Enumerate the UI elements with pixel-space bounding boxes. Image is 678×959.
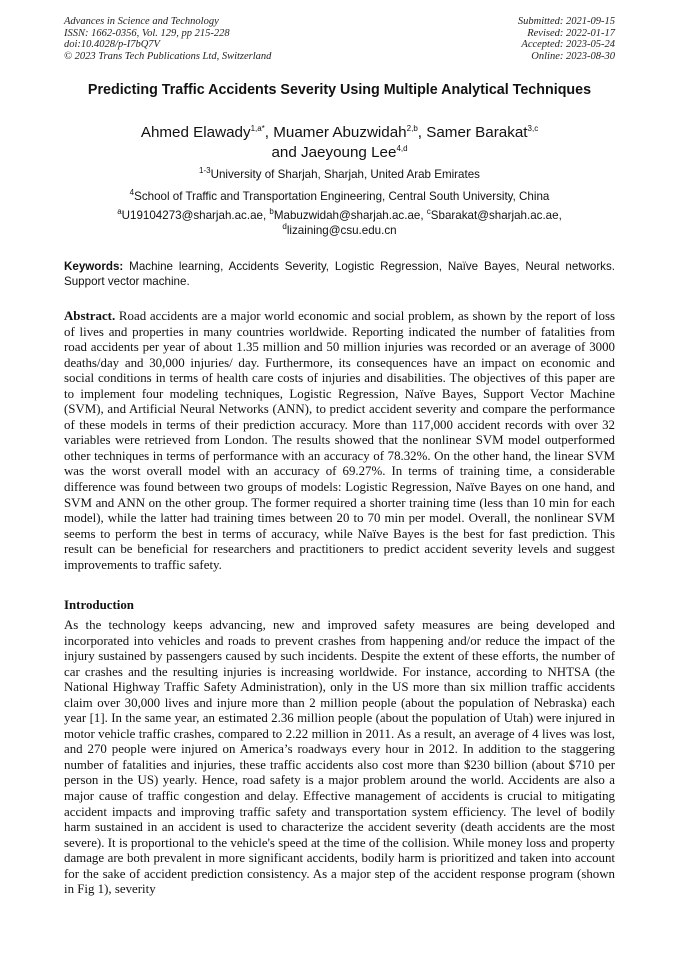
submitted-date: Submitted: 2021-09-15 <box>517 16 615 27</box>
abstract-label: Abstract. <box>64 309 116 323</box>
revised-date: Revised: 2022-01-17 <box>527 27 615 39</box>
doi-line: doi:10.4028/p-I7bQ7V <box>64 39 160 51</box>
email-b: Mabuzwidah@sharjah.ac.ae, <box>273 209 427 222</box>
introduction-heading: Introduction <box>64 598 134 612</box>
affiliation-2 <box>64 189 615 204</box>
author-sup: 2,b <box>406 123 418 133</box>
author-separator: , <box>264 124 274 141</box>
affiliation-text: University of Sharjah, Sharjah, United Arab Emirates <box>210 168 480 181</box>
abstract-text: Road accidents are a major world economic and social problem, as shown by the report of loss of lives and properties in many countries worldwide. Reporting indicated the number of fatalities from road accidents per year of about 1.35 million and 50 million injuries was recorded or an average of 3000 deaths/day and 30,000 injuries/ day. Furthermore, its consequences have an impact on economic and social conditions in terms of health care costs of injuries and disabilities. The objectives of this paper are to implement four modeling techniques, Logistic Regression, Naïve Bayes, Support Vector Machine (SVM), and Artificial Neural Networks (ANN), to predict accident severity and compare the performance of these models in terms of their prediction accuracy. More than 117,000 accident records with over 32 variables were retrieved from London. The results showed that the nonlinear SVM model outperformed other techniques in terms of performance with an accuracy of 78.32%. On the other hand, the linear SVM was the worst overall model with an accuracy of 69.27%. In terms of training time, a considerable difference was found between two groups of models: Logistic Regression, Naïve Bayes on one hand, and SVM and ANN on the other group. The former required a shorter training time (less than 10 min for each model), while the latter had training times between 20 to 70 min per model. Overall, the nonlinear SVM seems to perform the best in terms of accuracy, while Naïve Bayes is the best for fast prediction. This result can be beneficial for researchers and practitioners to predict accident severity levels and suggest improvements to traffic safety. <box>64 309 615 572</box>
author-sup: 4,d <box>396 143 408 153</box>
keywords-section <box>64 259 615 289</box>
introduction-text: As the technology keeps advancing, new and improved safety measures are being developed and incorporated into vehicles and roads to prevent crashes from happening and/or reduce the impact of the injury sustained by passengers caused by such incidents. Despite the extent of these efforts, the number of car crashes and the resulting injuries is increasing worldwide. For instance, according to NHTSA (the National Highway Traffic Safety Administration), only in the US more than six million traffic accidents claim over 30,000 lives and injure more than 2 million people (about the population of Nebraska) each year [1]. In the same year, an estimated 2.36 million people (about the population of Utah) were injured in motor vehicle traffic crashes, compared to 2.22 million in 2011. As a result, an average of 4 lives was lost, and 270 people were injured on America’s roadways every hour in 2012. In addition to the staggering number of fatalities and injuries, these traffic accidents also cost more than $230 billion (about $710 per person in the US) yearly. Hence, road safety is a major problem around the world. Accidents are also a major cause of traffic congestion and delay. Effective management of accidents is crucial to mitigating accident impacts and improving traffic safety and transportation system efficiency. The level of bodily harm sustained in an accident is used to characterize the accident severity (death accidents are the most severe). It is proportional to the vehicle's speed at the time of the collision. While money loss and property damage are both prevalent in more significant accidents, bodily harm is prioritized and taken into account for the sake of accident prediction consistency. As a major step of the accident response program (shown in Fig 1), severity <box>64 618 615 897</box>
keywords-label: Keywords: <box>64 260 124 273</box>
affiliation-1 <box>64 167 615 182</box>
email-d: lizaining@csu.edu.cn <box>286 224 397 237</box>
email-sup: c <box>426 207 431 217</box>
author-list <box>64 123 615 163</box>
publication-dates <box>518 16 615 62</box>
affiliation-sup: 4 <box>129 188 135 198</box>
author-emails <box>64 208 615 238</box>
paper-title: Predicting Traffic Accidents Severity Using Multiple Analytical Techniques <box>87 82 592 98</box>
author-name: Muamer Abuzwidah <box>273 124 407 141</box>
email-line-1 <box>64 208 615 223</box>
affiliation-sup: 1-3 <box>199 166 211 176</box>
author-separator: , <box>417 124 427 141</box>
author-sup: 3,c <box>527 123 539 133</box>
author-name: Ahmed Elawady <box>140 124 251 141</box>
abstract-section <box>64 309 615 573</box>
journal-info <box>64 16 271 62</box>
author-sup: 1,a* <box>250 123 265 133</box>
author-name: and Jaeyoung Lee <box>271 144 397 161</box>
email-line-2 <box>64 223 615 238</box>
affiliation-text: School of Traffic and Transportation Engineering, Central South University, China <box>134 190 550 203</box>
issn-line: ISSN: 1662-0356, Vol. 129, pp 215-228 <box>64 27 230 39</box>
email-a: U19104273@sharjah.ac.ae, <box>121 209 270 222</box>
accepted-date: Accepted: 2023-05-24 <box>521 39 615 51</box>
email-c: Sbarakat@sharjah.ac.ae, <box>430 209 562 222</box>
online-date: Online: 2023-08-30 <box>531 50 615 62</box>
email-sup: d <box>282 222 287 232</box>
email-sup: b <box>269 207 274 217</box>
email-sup: a <box>117 207 122 217</box>
author-name: Samer Barakat <box>426 124 528 141</box>
copyright-line: © 2023 Trans Tech Publications Ltd, Switzerland <box>64 50 272 62</box>
journal-name: Advances in Science and Technology <box>64 16 219 27</box>
keywords-text: Machine learning, Accidents Severity, Logistic Regression, Naïve Bayes, Neural networks. Support vector machine. <box>64 260 615 288</box>
